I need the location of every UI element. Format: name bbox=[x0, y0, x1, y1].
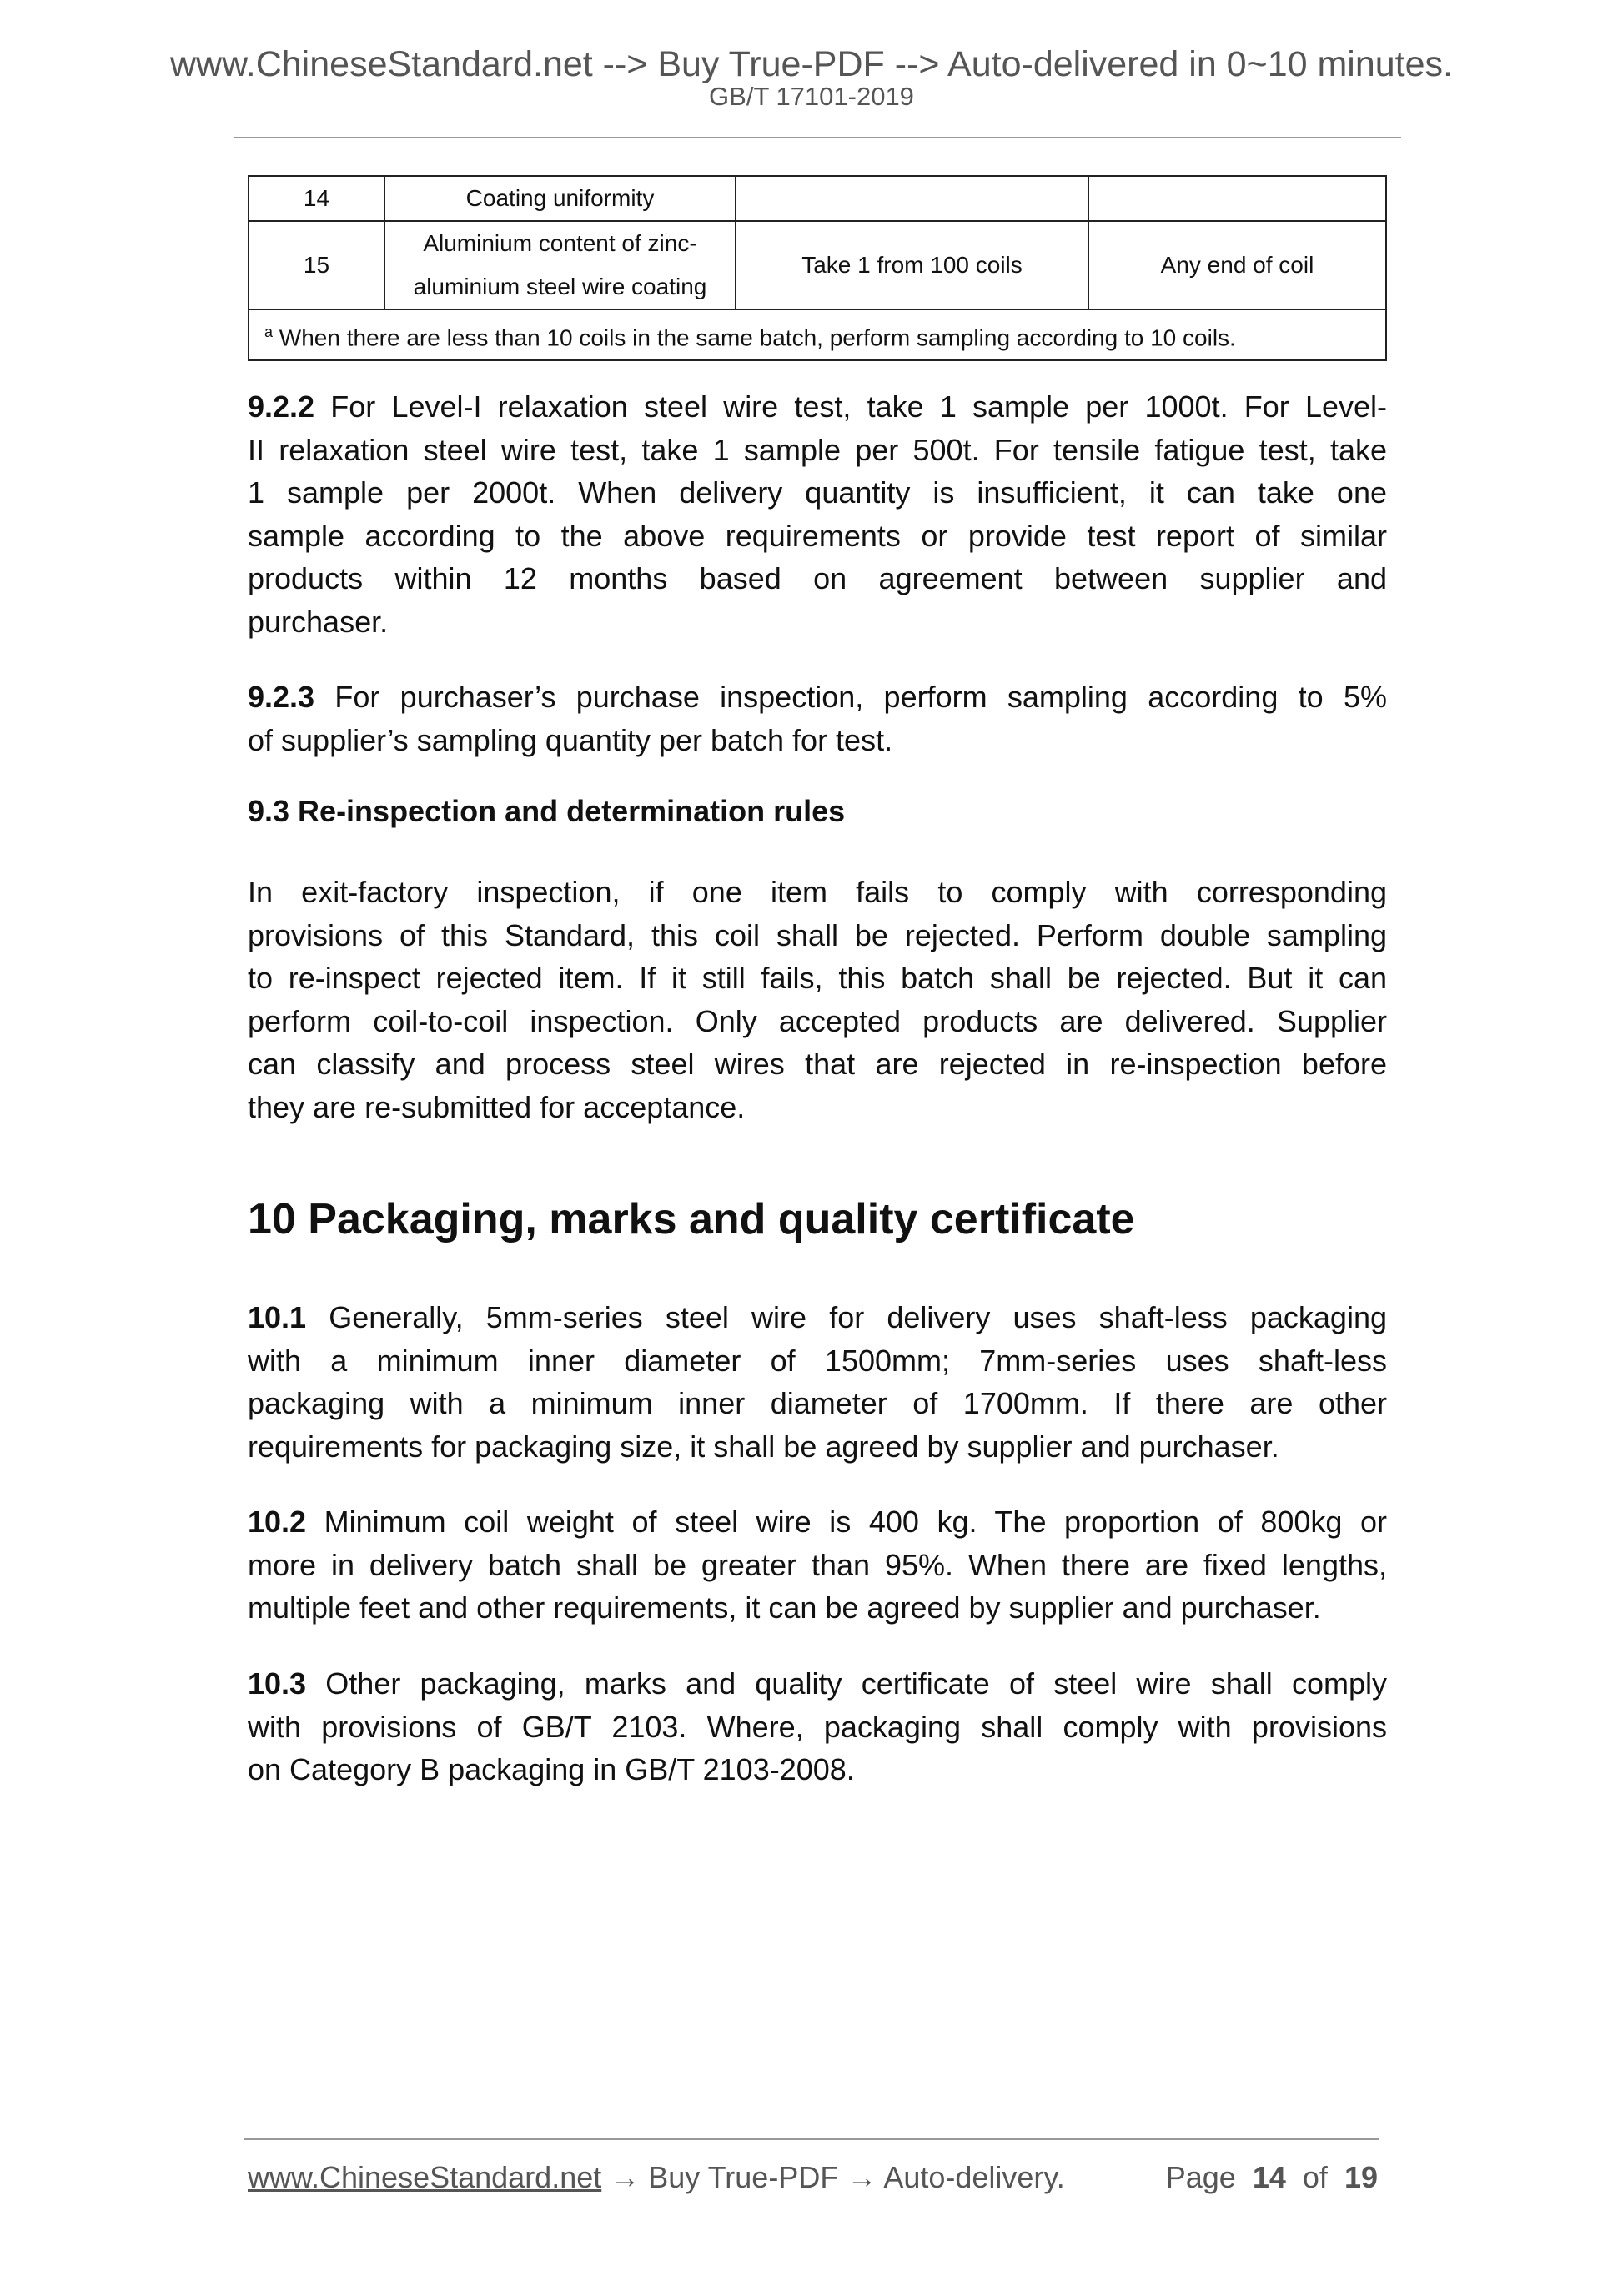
text-line: provisions of this Standard, this coil shall be rejected. Perform double sampling bbox=[248, 917, 1387, 952]
clause-number: 9.2.2 bbox=[248, 389, 315, 424]
text-line: For purchaser’s purchase inspection, perform sampling according to 5% bbox=[314, 680, 1387, 714]
footer-divider bbox=[244, 2138, 1379, 2140]
clause-10-3 bbox=[248, 1662, 1387, 1791]
text-line: products within 12 months based on agreement between supplier and bbox=[248, 561, 1387, 595]
text-line: with provisions of GB/T 2103. Where, packaging shall comply with provisions bbox=[248, 1709, 1387, 1744]
item-line: Aluminium content of zinc- bbox=[423, 230, 697, 256]
clause-number: 10.2 bbox=[248, 1505, 307, 1539]
cell-item bbox=[384, 221, 736, 309]
clause-9-2-3 bbox=[248, 676, 1387, 761]
text-line: sample according to the above requirements or provide test report of similar bbox=[248, 518, 1387, 553]
text-line: Generally, 5mm-series steel wire for delivery uses shaft-less packaging bbox=[306, 1300, 1387, 1334]
text-line: packaging with a minimum inner diameter of 1700mm. If there are other bbox=[248, 1386, 1387, 1420]
text-line: on Category B packaging in GB/T 2103-2008. bbox=[248, 1752, 855, 1786]
clause-10-2 bbox=[248, 1500, 1387, 1630]
document-id: GB/T 17101-2019 bbox=[709, 82, 914, 111]
cell-position: Any end of coil bbox=[1088, 221, 1386, 309]
page-of: of bbox=[1302, 2160, 1328, 2194]
text-line: perform coil-to-coil inspection. Only accepted products are delivered. Supplier bbox=[248, 1003, 1387, 1038]
table-row bbox=[249, 176, 1386, 221]
text-line: multiple feet and other requirements, it can be agreed by supplier and purchaser. bbox=[248, 1590, 1321, 1625]
cell-sampling bbox=[736, 176, 1088, 221]
header-divider bbox=[234, 137, 1401, 138]
footer bbox=[248, 2160, 1378, 2195]
item-line: aluminium steel wire coating bbox=[413, 274, 707, 299]
cell-no: 15 bbox=[249, 221, 384, 309]
text-line: of supplier’s sampling quantity per batch for test. bbox=[248, 722, 893, 757]
section-heading-10: 10 Packaging, marks and quality certificate bbox=[248, 1195, 1135, 1243]
clause-9-3-text bbox=[248, 871, 1387, 1128]
clause-number: 9.2.3 bbox=[248, 680, 315, 714]
footnote-text: When there are less than 10 coils in the same batch, perform sampling according to 10 coils. bbox=[279, 324, 1236, 351]
clause-10-1 bbox=[248, 1296, 1387, 1468]
clause-number: 10.1 bbox=[248, 1300, 307, 1334]
section-heading-9-3: 9.3 Re-inspection and determination rules bbox=[248, 794, 846, 828]
cell-item: Coating uniformity bbox=[384, 176, 736, 221]
text-line: purchaser. bbox=[248, 604, 389, 639]
header-banner: www.ChineseStandard.net --> Buy True-PDF --> Auto-delivered in 0~10 minutes. bbox=[169, 44, 1453, 84]
page-number: 14 bbox=[1252, 2160, 1286, 2194]
cell-no: 14 bbox=[249, 176, 384, 221]
page-total: 19 bbox=[1344, 2160, 1378, 2194]
text-line: they are re-submitted for acceptance. bbox=[248, 1089, 746, 1124]
table-footnote-row bbox=[249, 309, 1386, 360]
text-line: For Level-I relaxation steel wire test, take 1 sample per 1000t. For Level- bbox=[314, 389, 1387, 424]
clause-number: 10.3 bbox=[248, 1666, 307, 1701]
text-line: to re-inspect rejected item. If it still fails, this batch shall be rejected. But it can bbox=[248, 961, 1387, 995]
page-indicator bbox=[1166, 2160, 1378, 2195]
cell-sampling: Take 1 from 100 coils bbox=[736, 221, 1088, 309]
footer-site-link[interactable]: www.ChineseStandard.net bbox=[248, 2160, 602, 2194]
clause-9-2-2 bbox=[248, 385, 1387, 643]
text-line: requirements for packaging size, it shall be agreed by supplier and purchaser. bbox=[248, 1429, 1279, 1464]
sampling-table bbox=[248, 175, 1387, 361]
text-line: more in delivery batch shall be greater than 95%. When there are fixed lengths, bbox=[248, 1547, 1387, 1582]
text-line: In exit-factory inspection, if one item fails to comply with corresponding bbox=[248, 875, 1387, 909]
text-line: 1 sample per 2000t. When delivery quantity is insufficient, it can take one bbox=[248, 475, 1387, 510]
footnote-mark: a bbox=[264, 324, 274, 340]
text-line: Other packaging, marks and quality certificate of steel wire shall comply bbox=[306, 1666, 1387, 1701]
text-line: can classify and process steel wires that are rejected in re-inspection before bbox=[248, 1047, 1387, 1081]
cell-position bbox=[1088, 176, 1386, 221]
page-label: Page bbox=[1165, 2160, 1236, 2194]
table-row bbox=[249, 221, 1386, 309]
text-line: with a minimum inner diameter of 1500mm; 7mm-series uses shaft-less bbox=[248, 1343, 1387, 1378]
text-line: II relaxation steel wire test, take 1 sample per 500t. For tensile fatigue test, take bbox=[248, 432, 1387, 467]
text-line: Minimum coil weight of steel wire is 400 kg. The proportion of 800kg or bbox=[306, 1505, 1387, 1539]
footer-text: → Buy True-PDF → Auto-delivery. bbox=[601, 2160, 1065, 2194]
